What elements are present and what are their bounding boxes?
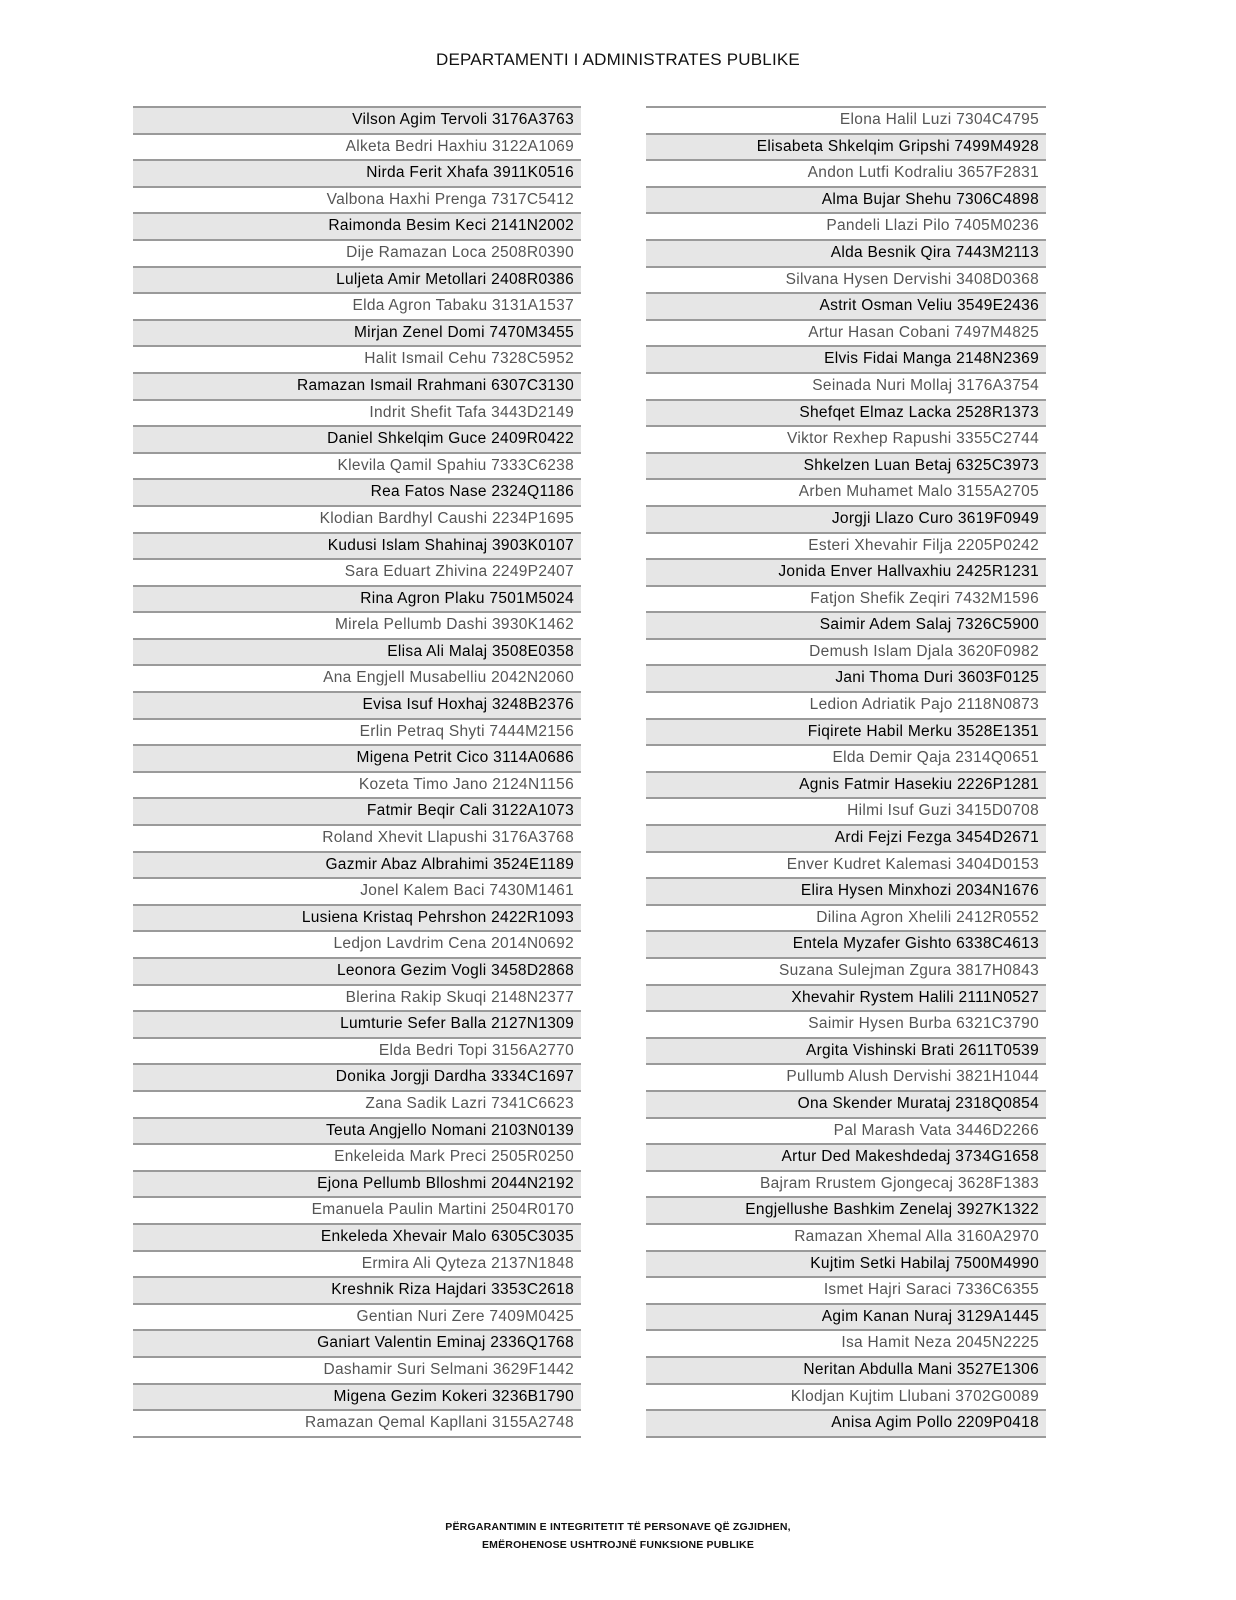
list-item: Leonora Gezim Vogli 3458D2868 <box>133 957 581 984</box>
list-item: Astrit Osman Veliu 3549E2436 <box>646 292 1046 319</box>
list-item: Engjellushe Bashkim Zenelaj 3927K1322 <box>646 1196 1046 1223</box>
list-item: Enver Kudret Kalemasi 3404D0153 <box>646 851 1046 878</box>
footer-line-2: EMËROHENOSE USHTROJNË FUNKSIONE PUBLIKE <box>481 1539 755 1551</box>
list-item: Demush Islam Djala 3620F0982 <box>646 638 1046 665</box>
list-item: Sara Eduart Zhivina 2249P2407 <box>133 558 581 585</box>
list-item: Lumturie Sefer Balla 2127N1309 <box>133 1010 581 1037</box>
list-item: Agim Kanan Nuraj 3129A1445 <box>646 1303 1046 1330</box>
list-item: Bajram Rrustem Gjongecaj 3628F1383 <box>646 1170 1046 1197</box>
list-item: Jonel Kalem Baci 7430M1461 <box>133 877 581 904</box>
list-item: Artur Ded Makeshdedaj 3734G1658 <box>646 1143 1046 1170</box>
list-item: Alma Bujar Shehu 7306C4898 <box>646 186 1046 213</box>
list-item: Ermira Ali Qyteza 2137N1848 <box>133 1250 581 1277</box>
list-item: Kudusi Islam Shahinaj 3903K0107 <box>133 532 581 559</box>
list-item: Kreshnik Riza Hajdari 3353C2618 <box>133 1276 581 1303</box>
list-item: Ledion Adriatik Pajo 2118N0873 <box>646 691 1046 718</box>
list-item: Klodian Bardhyl Caushi 2234P1695 <box>133 505 581 532</box>
list-item: Indrit Shefit Tafa 3443D2149 <box>133 399 581 426</box>
list-item: Entela Myzafer Gishto 6338C4613 <box>646 930 1046 957</box>
list-item: Fiqirete Habil Merku 3528E1351 <box>646 718 1046 745</box>
list-item: Jani Thoma Duri 3603F0125 <box>646 664 1046 691</box>
list-item: Gazmir Abaz Albrahimi 3524E1189 <box>133 851 581 878</box>
list-item: Argita Vishinski Brati 2611T0539 <box>646 1037 1046 1064</box>
list-item: Kujtim Setki Habilaj 7500M4990 <box>646 1250 1046 1277</box>
list-item: Luljeta Amir Metollari 2408R0386 <box>133 266 581 293</box>
list-item: Lusiena Kristaq Pehrshon 2422R1093 <box>133 904 581 931</box>
list-item: Ganiart Valentin Eminaj 2336Q1768 <box>133 1329 581 1356</box>
list-item: Ismet Hajri Saraci 7336C6355 <box>646 1276 1046 1303</box>
list-item: Elda Agron Tabaku 3131A1537 <box>133 292 581 319</box>
list-item: Blerina Rakip Skuqi 2148N2377 <box>133 984 581 1011</box>
list-item: Ana Engjell Musabelliu 2042N2060 <box>133 664 581 691</box>
list-item: Evisa Isuf Hoxhaj 3248B2376 <box>133 691 581 718</box>
list-item: Agnis Fatmir Hasekiu 2226P1281 <box>646 771 1046 798</box>
list-item: Gentian Nuri Zere 7409M0425 <box>133 1303 581 1330</box>
list-end-rule <box>133 1436 581 1438</box>
list-item: Seinada Nuri Mollaj 3176A3754 <box>646 372 1046 399</box>
list-item: Rea Fatos Nase 2324Q1186 <box>133 478 581 505</box>
list-item: Jorgji Llazo Curo 3619F0949 <box>646 505 1046 532</box>
list-item: Daniel Shkelqim Guce 2409R0422 <box>133 425 581 452</box>
right-name-list <box>646 106 1046 1438</box>
footer <box>0 1518 1236 1554</box>
list-item: Rina Agron Plaku 7501M5024 <box>133 585 581 612</box>
list-item: Alketa Bedri Haxhiu 3122A1069 <box>133 133 581 160</box>
list-item: Elisa Ali Malaj 3508E0358 <box>133 638 581 665</box>
list-item: Elisabeta Shkelqim Gripshi 7499M4928 <box>646 133 1046 160</box>
list-item: Ardi Fejzi Fezga 3454D2671 <box>646 824 1046 851</box>
list-item: Vilson Agim Tervoli 3176A3763 <box>133 106 581 133</box>
list-item: Elda Demir Qaja 2314Q0651 <box>646 744 1046 771</box>
list-item: Viktor Rexhep Rapushi 3355C2744 <box>646 425 1046 452</box>
list-item: Mirela Pellumb Dashi 3930K1462 <box>133 611 581 638</box>
list-item: Mirjan Zenel Domi 7470M3455 <box>133 319 581 346</box>
list-item: Ejona Pellumb Blloshmi 2044N2192 <box>133 1170 581 1197</box>
list-item: Neritan Abdulla Mani 3527E1306 <box>646 1356 1046 1383</box>
list-item: Elvis Fidai Manga 2148N2369 <box>646 345 1046 372</box>
list-item: Elda Bedri Topi 3156A2770 <box>133 1037 581 1064</box>
list-item: Dije Ramazan Loca 2508R0390 <box>133 239 581 266</box>
list-item: Fatmir Beqir Cali 3122A1073 <box>133 797 581 824</box>
list-item: Enkeleda Xhevair Malo 6305C3035 <box>133 1223 581 1250</box>
list-item: Elira Hysen Minxhozi 2034N1676 <box>646 877 1046 904</box>
page-title: DEPARTAMENTI I ADMINISTRATES PUBLIKE <box>436 50 800 69</box>
list-item: Artur Hasan Cobani 7497M4825 <box>646 319 1046 346</box>
list-item: Ona Skender Murataj 2318Q0854 <box>646 1090 1046 1117</box>
list-item: Klevila Qamil Spahiu 7333C6238 <box>133 452 581 479</box>
list-item: Elona Halil Luzi 7304C4795 <box>646 106 1046 133</box>
list-item: Shkelzen Luan Betaj 6325C3973 <box>646 452 1046 479</box>
list-item: Fatjon Shefik Zeqiri 7432M1596 <box>646 585 1046 612</box>
list-item: Arben Muhamet Malo 3155A2705 <box>646 478 1046 505</box>
left-name-list <box>133 106 581 1438</box>
list-item: Erlin Petraq Shyti 7444M2156 <box>133 718 581 745</box>
list-item: Klodjan Kujtim Llubani 3702G0089 <box>646 1383 1046 1410</box>
list-item: Pandeli Llazi Pilo 7405M0236 <box>646 212 1046 239</box>
list-item: Roland Xhevit Llapushi 3176A3768 <box>133 824 581 851</box>
list-item: Pal Marash Vata 3446D2266 <box>646 1117 1046 1144</box>
list-item: Zana Sadik Lazri 7341C6623 <box>133 1090 581 1117</box>
list-item: Teuta Angjello Nomani 2103N0139 <box>133 1117 581 1144</box>
list-item: Saimir Adem Salaj 7326C5900 <box>646 611 1046 638</box>
list-item: Suzana Sulejman Zgura 3817H0843 <box>646 957 1046 984</box>
list-item: Esteri Xhevahir Filja 2205P0242 <box>646 532 1046 559</box>
list-item: Jonida Enver Hallvaxhiu 2425R1231 <box>646 558 1046 585</box>
list-item: Silvana Hysen Dervishi 3408D0368 <box>646 266 1046 293</box>
list-item: Halit Ismail Cehu 7328C5952 <box>133 345 581 372</box>
list-item: Hilmi Isuf Guzi 3415D0708 <box>646 797 1046 824</box>
list-item: Alda Besnik Qira 7443M2113 <box>646 239 1046 266</box>
list-item: Nirda Ferit Xhafa 3911K0516 <box>133 159 581 186</box>
list-item: Anisa Agim Pollo 2209P0418 <box>646 1409 1046 1436</box>
list-item: Isa Hamit Neza 2045N2225 <box>646 1329 1046 1356</box>
list-item: Ramazan Xhemal Alla 3160A2970 <box>646 1223 1046 1250</box>
list-item: Ramazan Qemal Kapllani 3155A2748 <box>133 1409 581 1436</box>
list-item: Shefqet Elmaz Lacka 2528R1373 <box>646 399 1046 426</box>
list-item: Raimonda Besim Keci 2141N2002 <box>133 212 581 239</box>
list-item: Valbona Haxhi Prenga 7317C5412 <box>133 186 581 213</box>
list-item: Ramazan Ismail Rrahmani 6307C3130 <box>133 372 581 399</box>
list-item: Migena Gezim Kokeri 3236B1790 <box>133 1383 581 1410</box>
list-item: Enkeleida Mark Preci 2505R0250 <box>133 1143 581 1170</box>
list-item: Andon Lutfi Kodraliu 3657F2831 <box>646 159 1046 186</box>
list-item: Ledjon Lavdrim Cena 2014N0692 <box>133 930 581 957</box>
list-item: Saimir Hysen Burba 6321C3790 <box>646 1010 1046 1037</box>
list-item: Migena Petrit Cico 3114A0686 <box>133 744 581 771</box>
footer-line-1: PËRGARANTIMIN E INTEGRITETIT TË PERSONAVE QË ZGJIDHEN, <box>445 1521 791 1533</box>
list-item: Emanuela Paulin Martini 2504R0170 <box>133 1196 581 1223</box>
list-item: Donika Jorgji Dardha 3334C1697 <box>133 1063 581 1090</box>
list-item: Dilina Agron Xhelili 2412R0552 <box>646 904 1046 931</box>
list-item: Dashamir Suri Selmani 3629F1442 <box>133 1356 581 1383</box>
list-item: Xhevahir Rystem Halili 2111N0527 <box>646 984 1046 1011</box>
list-item: Kozeta Timo Jano 2124N1156 <box>133 771 581 798</box>
list-end-rule <box>646 1436 1046 1438</box>
list-item: Pullumb Alush Dervishi 3821H1044 <box>646 1063 1046 1090</box>
